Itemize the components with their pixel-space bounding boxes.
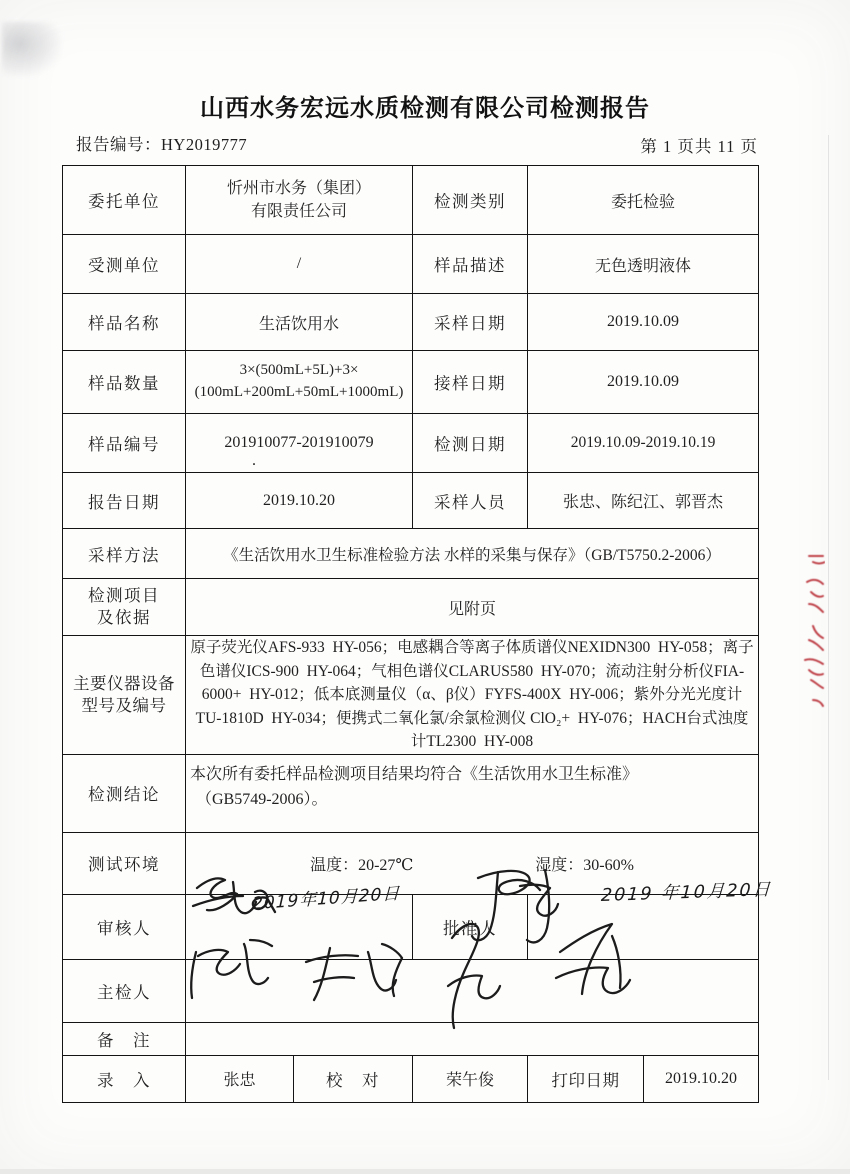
cell-sample-no-value: 201910077-201910079 xyxy=(186,414,413,473)
page-indicator: 第 1 页共 11 页 xyxy=(640,137,758,156)
row-report-date xyxy=(63,473,759,529)
cell-sample-qty-label: 样品数量 xyxy=(63,351,186,414)
row-entry xyxy=(63,1055,759,1102)
cell-sample-name-label: 样品名称 xyxy=(63,294,186,351)
cell-sample-no-label: 样品编号 xyxy=(63,414,186,473)
row-instruments xyxy=(63,636,759,755)
qty-line1: 3×(500mL+5L)+3× xyxy=(239,362,359,379)
cell-test-date-value: 2019.10.09-2019.10.19 xyxy=(528,414,759,473)
cell-conclusion-value xyxy=(186,754,759,832)
cell-test-type-label: 检测类别 xyxy=(413,166,528,235)
cell-receive-date-label: 接样日期 xyxy=(413,351,528,414)
test-items-label-line2: 及依据 xyxy=(97,608,151,627)
cell-proofread-value: 荣午俊 xyxy=(413,1055,528,1102)
conclusion-line1: 本次所有委托样品检测项目结果均符合《生活饮用水卫生标准》 xyxy=(190,765,639,783)
row-tested-unit xyxy=(63,235,759,294)
cell-approver-label: 批准人 xyxy=(413,894,528,959)
row-chief-inspector xyxy=(63,959,759,1022)
approver-date: 2019 年10月20日 xyxy=(600,879,773,907)
conclusion-line2: （GB5749-2006）。 xyxy=(196,791,328,809)
cell-report-date-label: 报告日期 xyxy=(63,473,186,529)
humidity-value: 湿度：30-60% xyxy=(535,856,634,874)
cell-test-type-value: 委托检验 xyxy=(528,166,759,235)
cell-print-date-value: 2019.10.20 xyxy=(644,1055,759,1102)
cell-samplers-label: 采样人员 xyxy=(413,473,528,529)
cell-samplers-value: 张忠、陈纪江、郭晋杰 xyxy=(528,473,759,529)
cell-client-label: 委托单位 xyxy=(63,166,186,235)
row-client xyxy=(63,166,759,235)
row-sample-qty xyxy=(63,351,759,414)
stray-ink-dot: . xyxy=(252,452,256,469)
page-title: 山西水务宏远水质检测有限公司检测报告 xyxy=(200,96,650,122)
row-sampling-method xyxy=(63,529,759,579)
report-table xyxy=(62,165,759,1103)
qty-line2: (100mL+200mL+50mL+1000mL) xyxy=(194,384,404,400)
cell-tested-unit-label: 受测单位 xyxy=(63,235,186,294)
cell-sampling-date-label: 采样日期 xyxy=(413,294,528,351)
cell-sample-name-value: 生活饮用水 xyxy=(186,294,413,351)
cell-test-items-label xyxy=(63,579,186,636)
scan-smudge-artifact xyxy=(2,22,62,77)
cell-reviewer-label: 审核人 xyxy=(63,894,186,959)
paper-edge-line xyxy=(828,135,829,1080)
cell-environment-label: 测试环境 xyxy=(63,832,186,894)
cell-sample-qty-value xyxy=(186,351,413,414)
temperature-value: 温度：20-27℃ xyxy=(310,856,414,874)
cell-instruments-label xyxy=(63,636,186,755)
row-sample-no xyxy=(63,414,759,473)
cell-proofread-label: 校 对 xyxy=(294,1055,413,1102)
seal-fragment xyxy=(799,548,825,713)
row-sample-name xyxy=(63,294,759,351)
cell-report-date-value: 2019.10.20 xyxy=(186,473,413,529)
cell-sample-desc-value: 无色透明液体 xyxy=(528,235,759,294)
cell-client-value xyxy=(186,166,413,235)
cell-receive-date-value: 2019.10.09 xyxy=(528,351,759,414)
client-line1: 忻州市水务（集团） xyxy=(227,179,372,197)
cell-sampling-method-label: 采样方法 xyxy=(63,529,186,579)
test-items-label-line1: 检测项目 xyxy=(88,585,160,605)
reviewer-date: 2019年10月20日 xyxy=(251,883,401,915)
report-number: 报告编号：HY2019777 xyxy=(76,135,248,154)
cell-entry-label: 录 入 xyxy=(63,1055,186,1102)
cell-test-date-label: 检测日期 xyxy=(413,414,528,473)
cell-chief-inspector-signature-area xyxy=(186,959,759,1022)
client-line2: 有限责任公司 xyxy=(251,203,348,220)
cell-tested-unit-value: / xyxy=(186,235,413,294)
cell-sampling-method-value: 《生活饮用水卫生标准检验方法 水样的采集与保存》（GB/T5750.2-2006） xyxy=(186,529,759,579)
cell-instruments-value: 原子荧光仪AFS-933 HY-056；电感耦合等离子体质谱仪NEXIDN300 HY-058；离子色谱仪ICS-900 HY-064；气相色谱仪CLARUS580 HY-070；流动注射分析仪FIA-6000+ HY-012；低本底测量仪（α、β仪）FYFS-400X HY-006；紫外分光光度计TU-1810D HY-034；便携式二氧化氯/余氯检测仪 ClO₂+ HY-076；HACH台式浊度计TL2300 HY-008 xyxy=(186,636,759,755)
row-test-items xyxy=(63,579,759,636)
instruments-label-line1: 主要仪器设备 xyxy=(73,673,175,693)
cell-test-items-value: 见附页 xyxy=(186,579,759,636)
row-conclusion xyxy=(63,754,759,832)
cell-sampling-date-value: 2019.10.09 xyxy=(528,294,759,351)
row-remarks xyxy=(63,1022,759,1055)
report-meta-row xyxy=(62,131,758,157)
cell-print-date-label: 打印日期 xyxy=(528,1055,644,1102)
cell-sample-desc-label: 样品描述 xyxy=(413,235,528,294)
instruments-label-line2: 型号及编号 xyxy=(81,695,167,715)
cell-remarks-value xyxy=(186,1022,759,1055)
cell-conclusion-label: 检测结论 xyxy=(63,754,186,832)
cell-remarks-label: 备 注 xyxy=(63,1022,186,1055)
cell-chief-inspector-label: 主检人 xyxy=(63,959,186,1022)
cell-entry-value: 张忠 xyxy=(186,1055,294,1102)
